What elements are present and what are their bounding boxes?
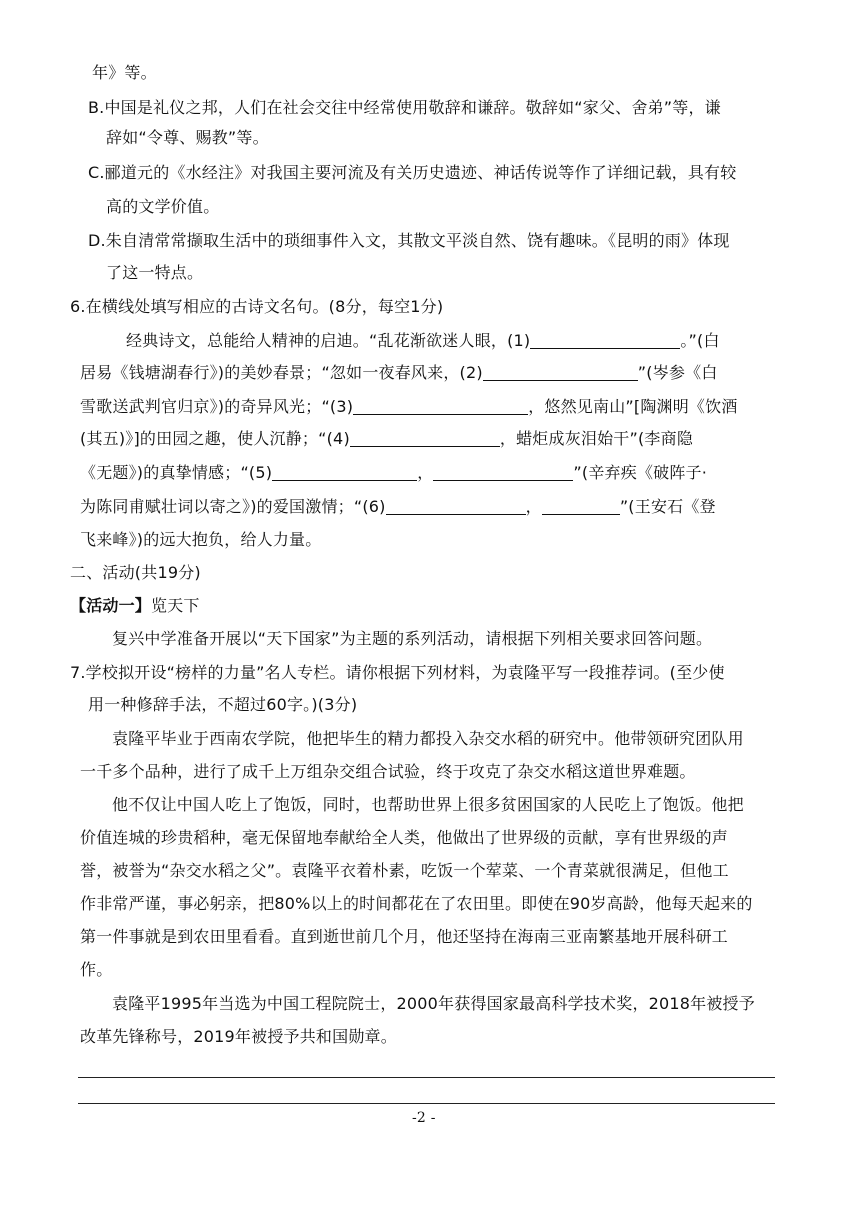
- answer-line-2[interactable]: [78, 1103, 775, 1104]
- q6-line-6-text-a: 为陈同甫赋壮词以寄之》)的爱国激情；“(6): [80, 497, 386, 516]
- q7-material-p2-l3: 誉，被誉为“杂交水稻之父”。袁隆平衣着朴素，吃饭一个荤菜、一个青菜就很满足，但他工: [80, 861, 729, 880]
- blank-5b[interactable]: [433, 464, 573, 481]
- answer-line-1[interactable]: [78, 1077, 775, 1078]
- q7-material-p1-l1: 袁隆平毕业于西南农学院，他把毕生的精力都投入杂交水稻的研究中。他带领研究团队用: [112, 729, 744, 748]
- q5-option-b-line1: B.中国是礼仪之邦，人们在社会交往中经常使用敬辞和谦辞。敬辞如“家父、舍弟”等，谦: [88, 98, 721, 117]
- blank-2[interactable]: [483, 364, 638, 381]
- q7-material-p3-l2: 改革先锋称号，2019年被授予共和国勋章。: [80, 1027, 397, 1046]
- activity-name: 览天下: [151, 596, 200, 615]
- q6-line-2: [80, 362, 718, 384]
- q6-line-6: [80, 496, 716, 518]
- q7-material-p2-l2: 价值连城的珍贵稻种，毫无保留地奉献给全人类，他做出了世界级的贡献，享有世界级的声: [80, 828, 729, 847]
- q7-material-p2-l1: 他不仅让中国人吃上了饱饭，同时，也帮助世界上很多贫困国家的人民吃上了饱饭。他把: [112, 795, 744, 814]
- blank-6a[interactable]: [386, 498, 526, 515]
- blank-1[interactable]: [530, 332, 680, 349]
- activity-bracket-label: 【活动一】: [70, 596, 152, 615]
- q5-option-b-line2: 辞如“令尊、赐教”等。: [106, 128, 269, 147]
- q6-line-6-text-c: ”(王安石《登: [619, 497, 716, 516]
- q6-line-2-text-b: ”(岑参《白: [637, 363, 718, 382]
- q7-stem-line2: 用一种修辞手法，不超过60字。)(3分): [88, 695, 358, 714]
- q6-line-5-text-b: ，: [417, 463, 434, 482]
- q6-line-7: 飞来峰》)的远大抱负，给人力量。: [80, 530, 322, 549]
- activity-intro: 复兴中学准备开展以“天下国家”为主题的系列活动，请根据下列相关要求回答问题。: [112, 629, 713, 648]
- q5-option-d-line2: 了这一特点。: [106, 263, 204, 282]
- activity-heading: [70, 595, 200, 617]
- blank-4[interactable]: [350, 430, 500, 447]
- section-title: 二、活动(共19分): [70, 563, 201, 582]
- q6-line-5-text-c: ”(辛弃疾《破阵子·: [573, 463, 708, 482]
- q6-stem: 6.在横线处填写相应的古诗文名句。(8分，每空1分): [70, 297, 444, 316]
- page-number: -2 -: [412, 1110, 436, 1126]
- q7-material-p2-l4: 作非常严谨，事必躬亲，把80%以上的时间都花在了农田里。即使在90岁高龄，他每天起来的: [80, 894, 753, 913]
- q6-line-4-text-b: ，蜡炬成灰泪始干”(李商隐: [499, 429, 694, 448]
- q6-line-1-text-b: 。”(白: [680, 331, 720, 350]
- blank-6b[interactable]: [542, 498, 620, 515]
- q6-line-1: [126, 330, 720, 352]
- q5-option-a-tail: 年》等。: [92, 63, 157, 82]
- q5-option-c-line1: C.郦道元的《水经注》对我国主要河流及有关历史遗迹、神话传说等作了详细记载，具有较: [88, 163, 737, 182]
- q6-line-5: [80, 462, 707, 484]
- blank-3[interactable]: [353, 398, 528, 415]
- q6-line-4: [80, 428, 693, 450]
- q6-line-2-text-a: 居易《钱塘湖春行》)的美妙春景；“忽如一夜春风来，(2): [80, 363, 483, 382]
- q5-option-c-line2: 高的文学价值。: [106, 197, 220, 216]
- q6-line-1-text-a: 经典诗文，总能给人精神的启迪。“乱花渐欲迷人眼，(1): [126, 331, 531, 350]
- q6-line-3-text-b: ，悠然见南山”[陶渊明《饮酒: [528, 397, 738, 416]
- q5-option-d-line1: D.朱自清常常撷取生活中的琐细事件入文，其散文平淡自然、饶有趣味。《昆明的雨》体现: [88, 231, 730, 250]
- q6-line-3: [80, 396, 738, 418]
- q6-line-5-text-a: 《无题》)的真挚情感；“(5): [80, 463, 273, 482]
- q6-line-4-text-a: (其五)》]的田园之趣，使人沉静；“(4): [80, 429, 350, 448]
- q6-line-3-text-a: 雪歌送武判官归京》)的奇异风光；“(3): [80, 397, 354, 416]
- blank-5a[interactable]: [272, 464, 417, 481]
- q7-stem-line1: 7.学校拟开设“榜样的力量”名人专栏。请你根据下列材料，为袁隆平写一段推荐词。(至少使: [70, 663, 725, 682]
- q7-material-p3-l1: 袁隆平1995年当选为中国工程院院士，2000年获得国家最高科学技术奖，2018年被授予: [112, 994, 755, 1013]
- q7-material-p1-l2: 一千多个品种，进行了成千上万组杂交组合试验，终于攻克了杂交水稻这道世界难题。: [80, 762, 696, 781]
- q6-line-6-text-b: ，: [525, 497, 542, 516]
- q7-material-p2-l6: 作。: [80, 960, 113, 979]
- q7-material-p2-l5: 第一件事就是到农田里看看。直到逝世前几个月，他还坚持在海南三亚南繁基地开展科研工: [80, 927, 729, 946]
